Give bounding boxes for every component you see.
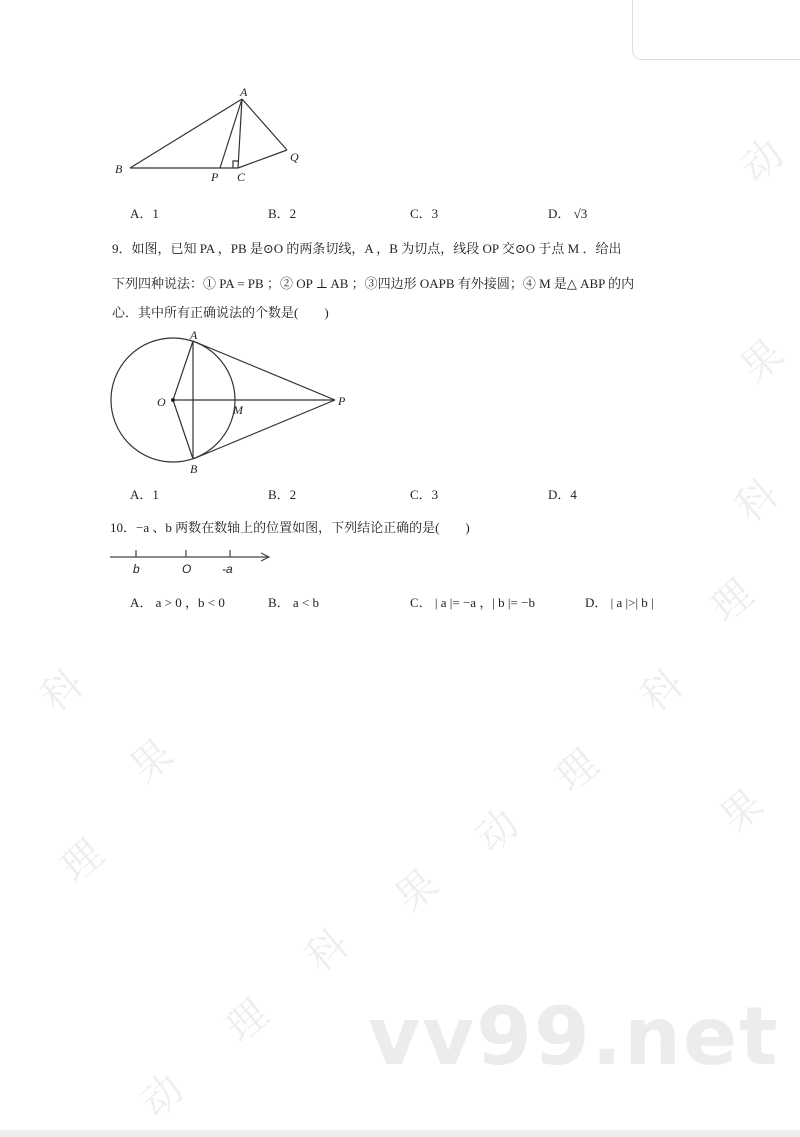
watermark: 动 xyxy=(132,1065,193,1127)
q9-stem-line2: 下列四种说法：① PA = PB ；② OP ⊥ AB ；③四边形 OAPB 有外接圆；④ M 是△ ABP 的内 xyxy=(112,276,635,291)
watermark: 科 xyxy=(727,470,788,532)
site-watermark: vv99.net xyxy=(368,990,780,1083)
watermark: 果 xyxy=(712,780,773,842)
q10-option-b[interactable]: B． a < b xyxy=(268,595,320,610)
watermark: 理 xyxy=(52,830,113,892)
watermark: 理 xyxy=(702,570,763,632)
watermark: 科 xyxy=(632,660,693,722)
q9-stem-line3: 心．其中所有正确说法的个数是( ) xyxy=(112,305,329,320)
label-a: A xyxy=(240,85,248,99)
watermark: 果 xyxy=(387,860,448,922)
label-c: C xyxy=(237,170,246,183)
watermark: 果 xyxy=(732,330,793,392)
q9-option-b[interactable]: B．2 xyxy=(268,487,297,502)
q10-option-a[interactable]: A． a > 0 ，b < 0 xyxy=(130,595,225,610)
axis-label-origin: O xyxy=(182,562,192,576)
q10-stem: 10．−a 、b 两数在数轴上的位置如图，下列结论正确的是( ) xyxy=(110,520,470,535)
watermark: 理 xyxy=(217,990,278,1052)
page-bottom-edge xyxy=(0,1130,800,1137)
q8-triangle-figure xyxy=(105,85,305,183)
axis-label-b: b xyxy=(133,562,140,576)
q8-option-a[interactable]: A．1 xyxy=(130,206,159,221)
q9-stem-line1: 9．如图，已知 PA ，PB 是⊙O 的两条切线，A ，B 为切点，线段 OP 交⊙O 于点 M ．给出 xyxy=(112,241,622,256)
label-p: P xyxy=(211,170,219,183)
number-line-figure xyxy=(108,545,278,577)
label-o: O xyxy=(157,395,166,409)
label-b: B xyxy=(115,162,123,176)
q8-option-d[interactable] xyxy=(548,203,587,222)
q9-circle-tangent-figure xyxy=(105,328,355,476)
watermark: 动 xyxy=(467,800,528,862)
q10-option-c[interactable]: C． | a |= −a ，| b |= −b xyxy=(410,595,535,610)
q9-option-c[interactable]: C．3 xyxy=(410,487,439,502)
watermark: 动 xyxy=(732,130,793,192)
top-right-card xyxy=(632,0,800,60)
label-b: B xyxy=(190,462,198,476)
watermark: 科 xyxy=(32,660,93,722)
q10-option-d[interactable]: D． | a |>| b | xyxy=(585,595,654,610)
q8-option-c[interactable]: C．3 xyxy=(410,206,439,221)
label-p: P xyxy=(338,394,346,408)
axis-label-neg-a: -a xyxy=(222,562,233,576)
watermark: 理 xyxy=(547,740,608,802)
q8-option-b[interactable]: B．2 xyxy=(268,206,297,221)
label-q: Q xyxy=(290,150,299,164)
option-d-label: D． xyxy=(548,206,571,221)
label-m: M xyxy=(233,403,243,417)
q9-option-a[interactable]: A．1 xyxy=(130,487,159,502)
watermark: 科 xyxy=(297,920,358,982)
label-a: A xyxy=(190,328,198,342)
q9-option-d[interactable]: D．4 xyxy=(548,487,577,502)
watermark: 果 xyxy=(122,730,183,792)
option-d-value: √3 xyxy=(573,206,588,221)
